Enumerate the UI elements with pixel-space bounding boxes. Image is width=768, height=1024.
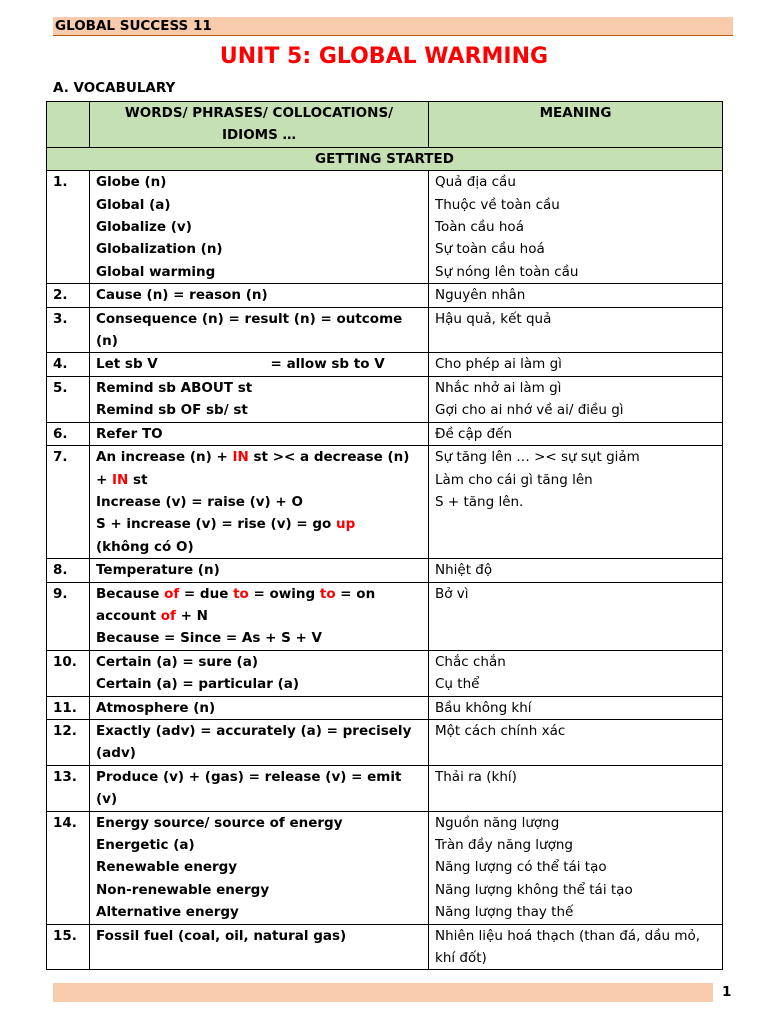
term-text: Remind sb OF sb/ st	[96, 402, 248, 419]
meaning-line: Cho phép ai làm gì	[435, 356, 562, 373]
vocab-term-cell	[90, 376, 429, 422]
meaning-cell	[429, 924, 723, 970]
book-title: GLOBAL SUCCESS 11	[55, 18, 212, 34]
meaning-line: Cụ thể	[435, 676, 480, 693]
term-text: (n)	[96, 333, 118, 350]
term-text: = owing	[248, 585, 320, 602]
row-number: 15.	[47, 924, 90, 970]
term-text: Energetic (a)	[96, 837, 195, 853]
term-text: account	[96, 607, 161, 624]
vocab-term-cell	[90, 446, 429, 559]
row-number: 14.	[47, 811, 90, 924]
vocab-term-line	[96, 216, 422, 238]
meaning-cell	[429, 422, 723, 445]
vocab-term-line	[96, 627, 422, 649]
term-text: +	[96, 471, 113, 488]
vocab-term-line	[96, 284, 422, 306]
meaning-line: Bầu không khí	[435, 699, 532, 716]
vocab-term-cell	[90, 307, 429, 353]
term-text: Certain (a) = sure (a)	[96, 653, 258, 670]
row-number: 4.	[47, 353, 90, 376]
meaning-line: Chắc chắn	[435, 653, 506, 670]
meaning-line: Năng lượng thay thế	[435, 904, 574, 921]
row-number: 10.	[47, 650, 90, 696]
term-text: Globalize (v)	[96, 219, 192, 236]
meaning-line: Thải ra (khí)	[435, 768, 517, 785]
vocab-term-cell	[90, 582, 429, 650]
meaning-cell	[429, 376, 723, 422]
term-text: Exactly (adv) = accurately (a) = precisely	[96, 722, 412, 739]
table-header-row	[47, 102, 723, 148]
meaning-cell	[429, 582, 723, 650]
vocab-term-line	[96, 720, 422, 742]
row-number: 13.	[47, 765, 90, 811]
meaning-line: Sự toàn cầu hoá	[435, 241, 545, 258]
table-row	[47, 765, 723, 811]
vocab-term-cell	[90, 924, 429, 970]
vocab-term-line	[96, 766, 422, 788]
vocab-term-line	[96, 651, 422, 673]
vocab-term-cell	[90, 765, 429, 811]
term-text: Because	[96, 585, 165, 602]
term-text: Produce (v) + (gas) = release (v) = emit	[96, 768, 402, 785]
meaning-cell	[429, 811, 723, 924]
term-text: Let sb V = allow sb to V	[96, 356, 385, 373]
term-text: Alternative energy	[96, 904, 239, 921]
vocab-term-cell	[90, 171, 429, 284]
table-row	[47, 582, 723, 650]
row-number: 1.	[47, 171, 90, 284]
row-number: 3.	[47, 307, 90, 353]
meaning-cell	[429, 696, 723, 719]
term-highlight: of	[160, 607, 176, 624]
table-row	[47, 353, 723, 376]
meaning-line: Sự tăng lên … >< sự sụt giảm	[435, 449, 640, 466]
term-text: + N	[175, 607, 208, 624]
meaning-cell	[429, 650, 723, 696]
table-row	[47, 650, 723, 696]
vocab-term-line	[96, 925, 422, 947]
meaning-line: Sự nóng lên toàn cầu	[435, 263, 579, 280]
vocab-term-line	[96, 423, 422, 445]
header-words-line2: IDIOMS …	[221, 127, 297, 144]
table-body	[47, 147, 723, 970]
meaning-cell	[429, 446, 723, 559]
term-highlight: IN	[112, 471, 129, 488]
row-number: 5.	[47, 376, 90, 422]
vocab-term-line	[96, 308, 422, 330]
vocab-term-line	[96, 673, 422, 695]
vocabulary-table	[46, 101, 723, 970]
vocab-term-line	[96, 353, 422, 375]
meaning-line: Toàn cầu hoá	[435, 219, 524, 236]
row-number: 9.	[47, 582, 90, 650]
table-row	[47, 446, 723, 559]
section-row	[47, 147, 723, 170]
term-text: Atmosphere (n)	[96, 699, 216, 716]
vocab-term-cell	[90, 284, 429, 307]
meaning-line: Tràn đầy năng lượng	[435, 837, 573, 853]
meaning-line: Làm cho cái gì tăng lên	[435, 471, 593, 488]
term-text: = due	[179, 585, 234, 602]
term-highlight: to	[233, 585, 249, 602]
vocab-term-cell	[90, 811, 429, 924]
term-text: Because = Since = As + S + V	[96, 630, 322, 647]
meaning-cell	[429, 559, 723, 582]
term-text: (không có O)	[96, 538, 194, 555]
meaning-cell	[429, 171, 723, 284]
vocab-term-cell	[90, 422, 429, 445]
vocab-term-line	[96, 812, 422, 834]
term-text: Increase (v) = raise (v) + O	[96, 493, 303, 510]
header-meaning-cell: MEANING	[429, 102, 723, 148]
vocab-term-cell	[90, 650, 429, 696]
meaning-line: Năng lượng có thể tái tạo	[435, 859, 607, 876]
meaning-line: Đề cập đến	[435, 425, 513, 442]
vocab-term-line	[96, 446, 422, 468]
term-text: Renewable energy	[96, 859, 238, 876]
vocab-term-cell	[90, 559, 429, 582]
row-number: 6.	[47, 422, 90, 445]
row-number: 12.	[47, 719, 90, 765]
term-text: Cause (n) = reason (n)	[96, 287, 268, 304]
meaning-line: Bở vì	[435, 585, 469, 602]
term-text: st	[128, 471, 148, 488]
unit-title: UNIT 5: GLOBAL WARMING	[219, 44, 549, 69]
term-text: Certain (a) = particular (a)	[96, 676, 300, 693]
meaning-line: Thuộc về toàn cầu	[435, 196, 560, 213]
term-highlight: of	[164, 585, 180, 602]
meaning-line: Năng lượng không thể tái tạo	[435, 881, 633, 898]
meaning-line: Một cách chính xác	[435, 722, 566, 739]
vocab-term-cell	[90, 696, 429, 719]
vocab-term-line	[96, 559, 422, 581]
term-highlight: up	[336, 516, 356, 533]
table-row	[47, 811, 723, 924]
table-row	[47, 924, 723, 970]
meaning-cell	[429, 719, 723, 765]
vocab-term-line	[96, 194, 422, 216]
term-text: Consequence (n) = result (n) = outcome	[96, 310, 403, 327]
meaning-line: Nguyên nhân	[435, 287, 526, 304]
row-number: 11.	[47, 696, 90, 719]
vocab-term-line	[96, 742, 422, 764]
vocab-term-line	[96, 856, 422, 878]
meaning-line: Nhiên liệu hoá thạch (than đá, dầu mỏ,	[435, 927, 701, 944]
term-text: Temperature (n)	[96, 562, 220, 579]
meaning-cell	[429, 353, 723, 376]
table-row	[47, 284, 723, 307]
table-row	[47, 307, 723, 353]
vocab-term-line	[96, 238, 422, 260]
header-bar	[53, 17, 733, 36]
vocab-term-line	[96, 834, 422, 856]
term-text: Remind sb ABOUT st	[96, 379, 253, 396]
term-text: Globe (n)	[96, 174, 167, 191]
term-text: Non-renewable energy	[96, 881, 270, 898]
vocab-term-line	[96, 399, 422, 421]
term-highlight: IN	[232, 449, 249, 466]
vocab-term-line	[96, 583, 422, 605]
vocab-term-line	[96, 491, 422, 513]
term-highlight: to	[319, 585, 336, 602]
term-text: Refer TO	[96, 425, 163, 442]
term-text: S + increase (v) = rise (v) = go	[96, 516, 337, 533]
header-no-cell	[47, 102, 90, 148]
vocab-term-cell	[90, 353, 429, 376]
vocab-term-line	[96, 879, 422, 901]
vocab-term-line	[96, 788, 422, 810]
term-text: = on	[335, 585, 376, 602]
term-text: (v)	[96, 791, 118, 808]
table-row	[47, 376, 723, 422]
meaning-line: Quả địa cầu	[435, 174, 516, 191]
meaning-cell	[429, 307, 723, 353]
vocab-term-cell	[90, 719, 429, 765]
footer-bar	[53, 983, 713, 1002]
term-text: st >< a decrease (n)	[248, 449, 410, 466]
vocab-term-line	[96, 171, 422, 193]
meaning-line: Nguồn năng lượng	[435, 814, 560, 831]
table-row	[47, 422, 723, 445]
table-row	[47, 171, 723, 284]
table-row	[47, 719, 723, 765]
vocab-term-line	[96, 469, 422, 491]
table-row	[47, 696, 723, 719]
term-text: Energy source/ source of energy	[96, 814, 343, 831]
vocab-term-line	[96, 605, 422, 627]
header-words-line1: WORDS/ PHRASES/ COLLOCATIONS/	[124, 105, 394, 121]
vocab-term-line	[96, 261, 422, 283]
vocab-term-line	[96, 513, 422, 535]
meaning-line: S + tăng lên.	[435, 493, 524, 510]
meaning-line: Hậu quả, kết quả	[435, 310, 552, 327]
section-label: GETTING STARTED	[47, 147, 723, 170]
meaning-cell	[429, 284, 723, 307]
vocab-term-line	[96, 536, 422, 558]
table-row	[47, 559, 723, 582]
term-text: An increase (n) +	[96, 449, 233, 466]
vocab-term-line	[96, 377, 422, 399]
row-number: 7.	[47, 446, 90, 559]
header-words-cell	[90, 102, 429, 148]
term-text: Global (a)	[96, 196, 171, 213]
term-text: Globalization (n)	[96, 241, 223, 258]
term-text: Global warming	[96, 263, 216, 280]
meaning-line: Nhiệt độ	[435, 562, 493, 579]
term-text: Fossil fuel (coal, oil, natural gas)	[96, 927, 347, 944]
vocab-term-line	[96, 901, 422, 923]
term-text: (adv)	[96, 745, 136, 762]
row-number: 8.	[47, 559, 90, 582]
meaning-cell	[429, 765, 723, 811]
meaning-line: Gợi cho ai nhớ về ai/ điều gì	[435, 402, 624, 419]
vocab-term-line	[96, 330, 422, 352]
page-number: 1	[722, 984, 732, 1000]
row-number: 2.	[47, 284, 90, 307]
meaning-line: khí đốt)	[435, 950, 487, 967]
vocab-term-line	[96, 697, 422, 719]
meaning-line: Nhắc nhở ai làm gì	[435, 379, 562, 396]
section-heading: A. VOCABULARY	[53, 80, 176, 96]
